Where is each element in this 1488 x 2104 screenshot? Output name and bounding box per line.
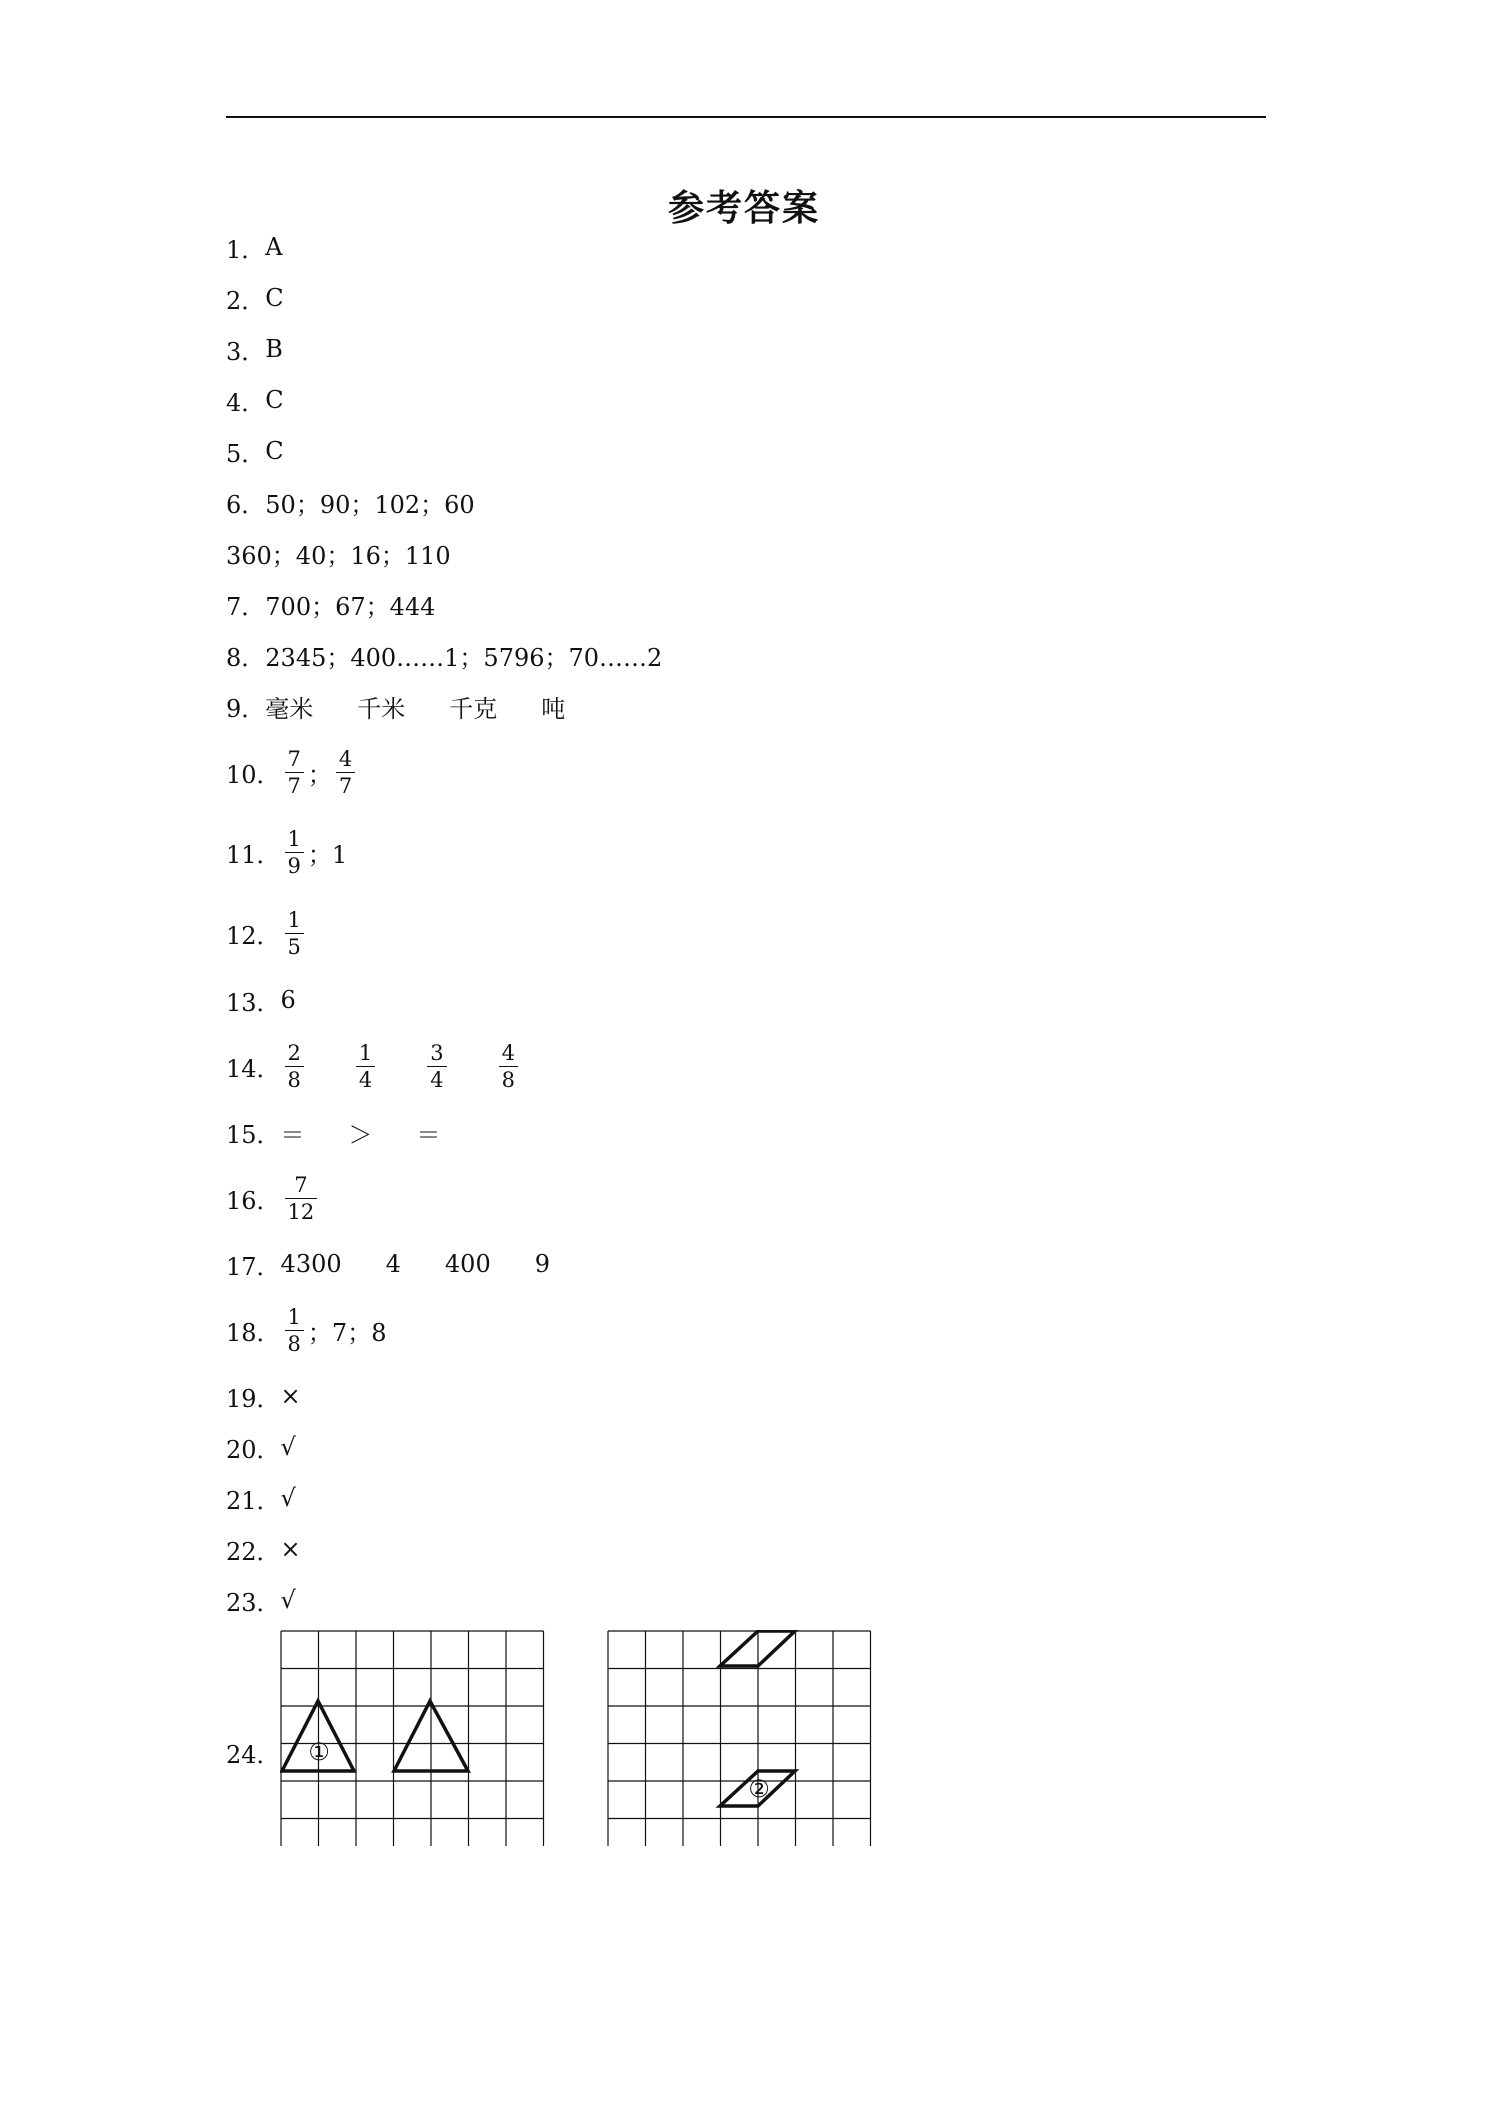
fraction: $\frac{2}{8}$ xyxy=(285,1040,304,1093)
circled-two-label: ② xyxy=(748,1775,770,1803)
answer-15: 15． ＝ ＞ ＝ xyxy=(226,1120,441,1149)
answer-4: 4． C xyxy=(226,386,284,417)
answer-23: 23． √ xyxy=(226,1586,296,1617)
fraction: $\frac{1}{9}$ xyxy=(285,826,304,879)
fraction: $\frac{3}{4}$ xyxy=(427,1040,446,1093)
answer-24: 24． xyxy=(226,1740,281,1769)
fraction: $\frac{1}{8}$ xyxy=(285,1304,304,1357)
answer-5: 5． C xyxy=(226,437,284,468)
answer-9: 9． 毫米 千米 千克 吨 xyxy=(226,694,566,723)
fraction: $\frac{4}{7}$ xyxy=(336,746,355,799)
answer-7: 7． 700；67；444 xyxy=(226,592,436,621)
fraction: $\frac{1}{5}$ xyxy=(285,907,304,960)
answer-22: 22． × xyxy=(226,1535,301,1566)
header-rule xyxy=(226,116,1266,118)
answer-19: 19． × xyxy=(226,1382,301,1413)
grid-figure-parallelograms xyxy=(607,1630,877,1846)
page-title: 参考答案 xyxy=(667,188,820,229)
fraction: $\frac{7}{12}$ xyxy=(285,1172,318,1225)
answer-11: 11． $\frac{1}{9}$ ；1 xyxy=(226,826,348,878)
answer-13: 13． 6 xyxy=(226,986,296,1017)
answer-2: 2． C xyxy=(226,284,284,315)
fraction: $\frac{7}{7}$ xyxy=(285,746,304,799)
answer-21: 21． √ xyxy=(226,1484,296,1515)
grid-figure-triangles xyxy=(280,1630,550,1846)
answer-16: 16． $\frac{7}{12}$ xyxy=(226,1163,321,1233)
answer-3: 3． B xyxy=(226,335,283,366)
answer-6-continued: 360；40；16；110 xyxy=(226,541,451,570)
answer-1: 1． A xyxy=(226,233,283,264)
answer-18: 18． $\frac{1}{8}$ ；7；8 xyxy=(226,1304,387,1356)
circled-one-label: ① xyxy=(308,1738,330,1766)
answer-17: 17． 4300 4 400 9 xyxy=(226,1250,550,1281)
fraction: $\frac{4}{8}$ xyxy=(499,1040,518,1093)
answer-6: 6． 50；90；102；60 xyxy=(226,490,475,519)
answer-10: 10． $\frac{7}{7}$ ； $\frac{4}{7}$ xyxy=(226,737,359,807)
fraction: $\frac{1}{4}$ xyxy=(356,1040,375,1093)
answer-12: 12． $\frac{1}{5}$ xyxy=(226,898,308,968)
answer-20: 20． √ xyxy=(226,1433,296,1464)
answer-8: 8． 2345；400……1；5796；70……2 xyxy=(226,643,663,672)
answer-14: 14． $\frac{2}{8}$ $\frac{1}{4}$ $\frac{3}{4}$ $\frac{4}{8}$ xyxy=(226,1031,522,1101)
